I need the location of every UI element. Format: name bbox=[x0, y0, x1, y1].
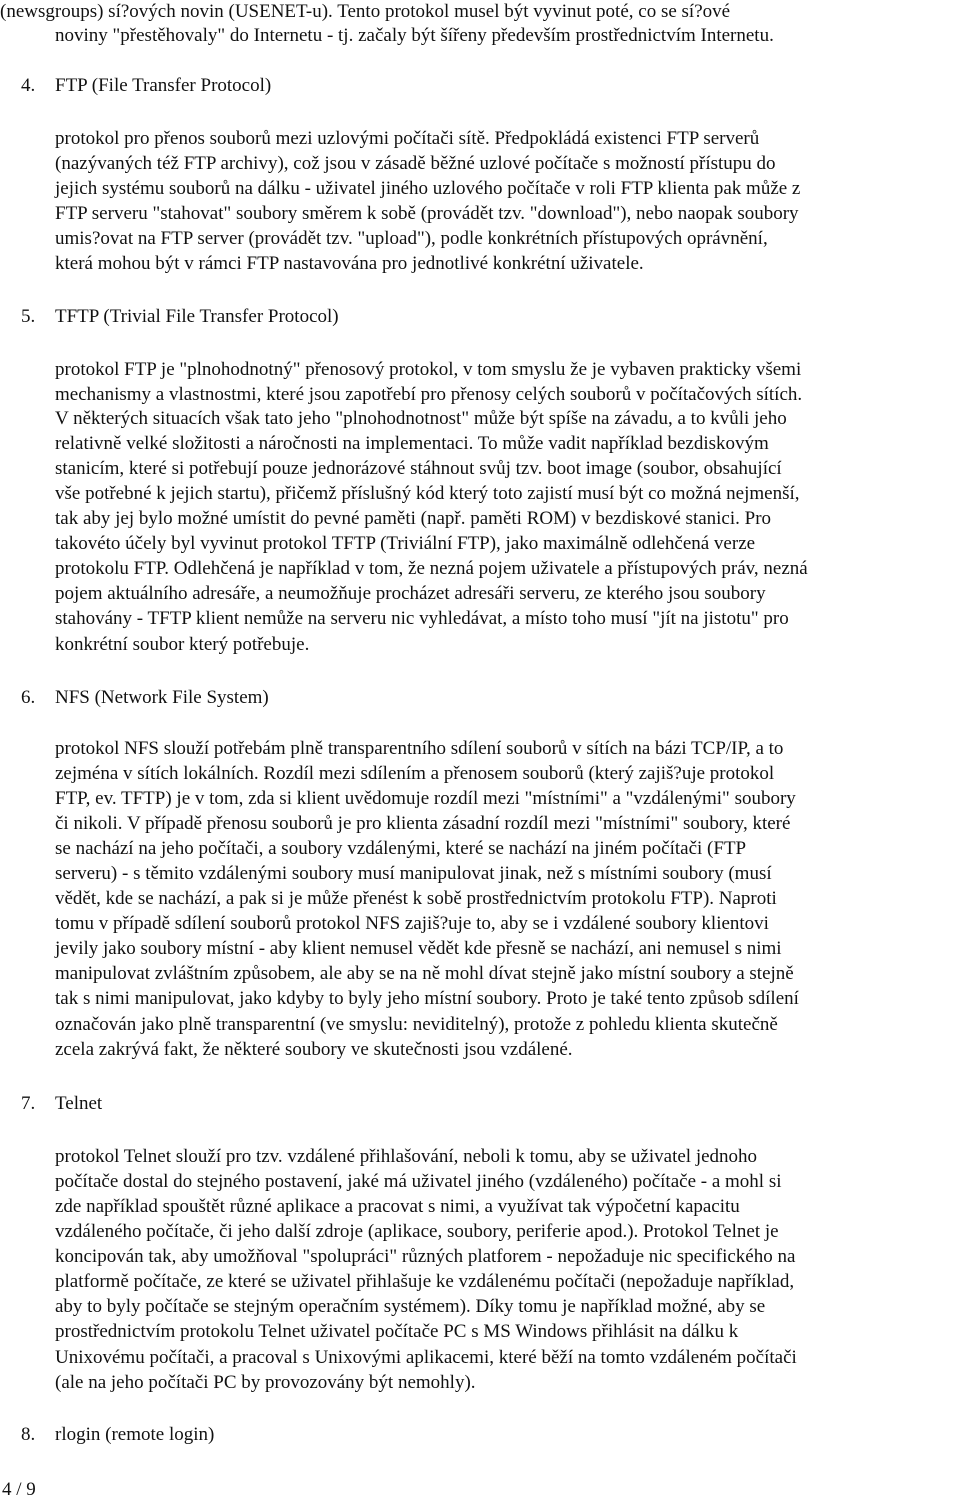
text-line: serveru) - s těmito vzdálenými soubory musí manipulovat jinak, než s místními soubory (musí bbox=[55, 863, 772, 884]
text-line: V některých situacích však tato jeho "plnohodnotnost" může být spíše na závadu, a to kvůli jeho bbox=[55, 408, 787, 429]
text-line: FTP, ev. TFTP) je v tom, zda si klient uvědomuje rozdíl mezi "místními" a "vzdálenými" soubory bbox=[55, 788, 796, 809]
text-line: protokolu FTP. Odlehčená je například v tom, že nezná pojem uživatele a přístupových práv, nezná bbox=[55, 558, 808, 579]
text-line: aby to byly počítače se stejným operačním systémem). Díky tomu je například možné, aby se bbox=[55, 1296, 766, 1317]
text-line: (ale na jeho počítači PC by provozovány být nemohly). bbox=[55, 1372, 476, 1393]
text-line: která mohou být v rámci FTP nastavována pro jednotlivé konkrétní uživatele. bbox=[55, 253, 644, 274]
text-line: (newsgroups) sí?ových novin (USENET-u). Tento protokol musel být vyvinut poté, co se sí?ové bbox=[0, 1, 731, 22]
text-line: umis?ovat na FTP server (provádět tzv. "upload"), podle konkrétních přístupových oprávnění, bbox=[55, 228, 768, 249]
text-line: jejich systému souborů na dálku - uživatel jiného uzlového počítače v roli FTP klienta pak může z bbox=[55, 178, 801, 199]
text-line: relativně velké složitosti a náročnosti na implementaci. To může vadit například bezdiskovým bbox=[55, 433, 769, 454]
text-line: protokol FTP je "plnohodnotný" přenosový protokol, v tom smyslu že je vybaven prakticky všemi bbox=[55, 359, 802, 380]
text-line: FTP serveru "stahovat" soubory směrem k sobě (provádět tzv. "download"), nebo naopak soubory bbox=[55, 203, 799, 224]
text-line: se nachází na jeho počítači, a soubory vzdálenými, které se nachází na jiném počítači (FTP bbox=[55, 838, 747, 859]
text-line: platformě počítače, ze které se uživatel přihlašuje ke vzdálenému počítači (nepožaduje například, bbox=[55, 1271, 795, 1292]
text-line: zcela zakrývá fakt, že některé soubory ve skutečnosti jsou vzdálené. bbox=[55, 1039, 573, 1060]
text-line: manipulovat zvláštním způsobem, ale aby se na ně mohl dívat stejně jako místní soubory a stejně bbox=[55, 963, 794, 984]
text-line: zde například spouštět různé aplikace a pracovat s nimi, a využívat tak výpočetní kapacitu bbox=[55, 1196, 740, 1217]
text-line: či nikoli. V případě přenosu souborů je pro klienta zásadní rozdíl mezi "místními" soubory, které bbox=[55, 813, 791, 834]
text-line: označován jako plně transparentní (ve smyslu: neviditelný), protože z pohledu klienta skutečně bbox=[55, 1014, 778, 1035]
text-line: prostřednictvím protokolu Telnet uživatel počítače PC s MS Windows přihlásit na dálku k bbox=[55, 1321, 739, 1342]
text-line: mechanismy a vlastnostmi, které jsou zapotřebí pro přenosy celých souborů v počítačových sítích. bbox=[55, 384, 803, 405]
section-heading: NFS (Network File System) bbox=[55, 687, 269, 708]
section-number: 5. bbox=[21, 306, 36, 327]
section-heading: FTP (File Transfer Protocol) bbox=[55, 75, 272, 96]
text-line: protokol pro přenos souborů mezi uzlovými počítači sítě. Předpokládá existenci FTP serverů bbox=[55, 128, 760, 149]
text-line: jevily jako soubory místní - aby klient nemusel vědět kde přesně se nachází, ani nemusel s nimi bbox=[55, 938, 782, 959]
section-number: 6. bbox=[21, 687, 36, 708]
section-heading: rlogin (remote login) bbox=[55, 1424, 215, 1445]
text-line: Unixovému počítači, a pracoval s Unixovými aplikacemi, které běží na tomto vzdáleném počítači bbox=[55, 1347, 797, 1368]
text-line: stanicím, které si potřebují pouze jednorázové stáhnout svůj tzv. boot image (soubor, obsahující bbox=[55, 458, 782, 479]
text-line: tomu v případě sdílení souborů protokol NFS zajiš?uje to, aby se i vzdálené soubory klientovi bbox=[55, 913, 769, 934]
text-line: zejména v sítích lokálních. Rozdíl mezi sdílením a přenosem souborů (který zajiš?uje protokol bbox=[55, 763, 775, 784]
text-line: tak aby jej bylo možné umístit do pevné paměti (např. paměti ROM) v bezdiskové stanici. Pro bbox=[55, 508, 772, 529]
section-number: 4. bbox=[21, 75, 36, 96]
text-line: (nazývaných též FTP archivy), což jsou v zásadě běžné uzlové počítače s možností přístupu do bbox=[55, 153, 776, 174]
section-heading: Telnet bbox=[55, 1093, 103, 1114]
text-line: koncipován tak, aby umožňoval "spolupráci" různých platforem - nepožaduje nic specifického na bbox=[55, 1246, 796, 1267]
text-line: vědět, kde se nachází, a pak si je může přenést k sobě prostřednictvím protokolu FTP). Naproti bbox=[55, 888, 777, 909]
text-line: protokol NFS slouží potřebám plně transparentního sdílení souborů v sítích na bázi TCP/IP, a to bbox=[55, 738, 784, 759]
text-line: takovéto účely byl vyvinut protokol TFTP (Triviální FTP), jako maximálně odlehčená verze bbox=[55, 533, 756, 554]
text-line: tak s nimi manipulovat, jako kdyby to byly jeho místní soubory. Proto je také tento způsob sdílení bbox=[55, 988, 799, 1009]
text-line: stahovány - TFTP klient nemůže na serveru nic vyhledávat, a místo toho musí "jít na jistotu" pro bbox=[55, 608, 789, 629]
section-heading: TFTP (Trivial File Transfer Protocol) bbox=[55, 306, 339, 327]
page-indicator: 4 / 9 bbox=[2, 1479, 36, 1500]
text-line: vzdáleného počítače, či jeho další zdroje (aplikace, soubory, periferie apod.). Protokol Telnet je bbox=[55, 1221, 779, 1242]
text-line: počítače dostal do stejného postavení, jaké má uživatel jiného (vzdáleného) počítače - a mohl si bbox=[55, 1171, 782, 1192]
section-number: 8. bbox=[21, 1424, 36, 1445]
text-line: pojem aktuálního adresáře, a neumožňuje procházet adresáři serveru, ze kterého jsou soubory bbox=[55, 583, 766, 604]
section-number: 7. bbox=[21, 1093, 36, 1114]
text-line: vše potřebné k jejich startu), přičemž příslušný kód který toto zajistí musí být co možná nejmenší, bbox=[55, 483, 800, 504]
text-line: protokol Telnet slouží pro tzv. vzdálené přihlašování, neboli k tomu, aby se uživatel jednoho bbox=[55, 1146, 758, 1167]
text-line: konkrétní soubor který potřebuje. bbox=[55, 634, 310, 655]
text-line: noviny "přestěhovaly" do Internetu - tj. začaly být šířeny především prostřednictvím Internetu. bbox=[55, 25, 774, 46]
